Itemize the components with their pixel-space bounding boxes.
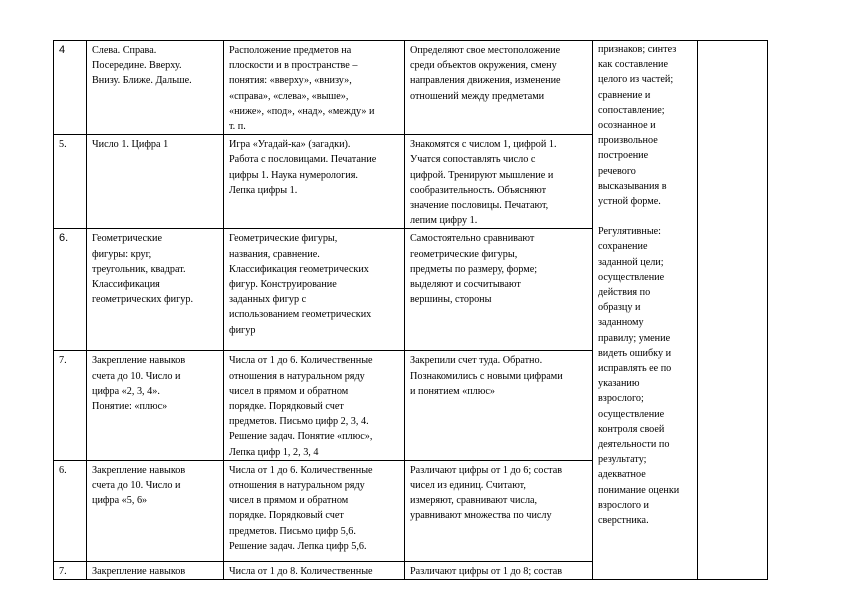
- content-cell: Числа от 1 до 6. Количественные отношения в натуральном ряду чисел в прямом и обратном порядке. Порядковый счет предметов. Письмо цифр 2, 3, 4. Решение задач. Понятие «плюс», Лепка цифр 1, 2, 3, 4: [224, 351, 405, 460]
- topic-cell: Закрепление навыков счета до 10. Число и цифра «2, 3, 4». Понятие: «плюс»: [87, 351, 224, 460]
- topic-cell: Закрепление навыков счета до 10. Число и цифра «5, 6»: [87, 460, 224, 561]
- content-cell: Числа от 1 до 8. Количественные: [224, 561, 405, 579]
- lesson-plan-table: [53, 40, 768, 580]
- activity-cell: Самостоятельно сравнивают геометрические фигуры, предметы по размеру, форме; выделяют и сосчитывают вершины, стороны: [405, 229, 593, 351]
- content-cell: Числа от 1 до 6. Количественные отношения в натуральном ряду чисел в прямом и обратном порядке. Порядковый счет предметов. Письмо цифр 5,6. Решение задач. Лепка цифр 5,6.: [224, 460, 405, 561]
- activity-cell: Знакомятся с числом 1, цифрой 1. Учатся сопоставлять число с цифрой. Тренируют мышление и сообразительность. Объясняют значение пословицы. Печатают, лепим цифру 1.: [405, 135, 593, 229]
- row-number: 5.: [54, 135, 87, 229]
- uud-cognitive-text: признаков; синтез как составление целого из частей; сравнение и сопоставление; осознанное и произвольное построение речевого высказывания в устной форме.: [598, 44, 677, 208]
- uud-cell: [593, 41, 698, 580]
- topic-cell: Закрепление навыков: [87, 561, 224, 579]
- row-number: 4: [54, 41, 87, 135]
- notes-cell: [698, 41, 768, 580]
- activity-cell: Определяют свое местоположение среди объектов окружения, смену направления движения, изменение отношений между предметами: [405, 41, 593, 135]
- content-cell: Расположение предметов на плоскости и в пространстве – понятия: «вверху», «внизу», «справа», «слева», «выше», «ниже», «под», «над», «между» и т. п.: [224, 41, 405, 135]
- uud-regulative-text: Регулятивные: сохранение заданной цели; осуществление действия по образцу и заданному правилу; умение видеть ошибку и исправлять ее по указанию взрослого; осуществление контроля своей деятельности по результату; адекватное понимание оценки взрослого и сверстника.: [598, 226, 680, 527]
- row-number: 6.: [54, 229, 87, 351]
- topic-cell: Число 1. Цифра 1: [87, 135, 224, 229]
- row-number: 6.: [54, 460, 87, 561]
- row-number: 7.: [54, 561, 87, 579]
- activity-cell: Различают цифры от 1 до 8; состав: [405, 561, 593, 579]
- content-cell: Игра «Угадай-ка» (загадки). Работа с пословицами. Печатание цифры 1. Наука нумерология. Лепка цифры 1.: [224, 135, 405, 229]
- content-cell: Геометрические фигуры, названия, сравнение. Классификация геометрических фигур. Конструирование заданных фигур с использованием геометрических фигур: [224, 229, 405, 351]
- table-row: [54, 41, 768, 135]
- topic-cell: Слева. Справа. Посередине. Вверху. Внизу. Ближе. Дальше.: [87, 41, 224, 135]
- activity-cell: Различают цифры от 1 до 6; состав чисел из единиц. Считают, измеряют, сравнивают числа, уравнивают множества по числу: [405, 460, 593, 561]
- row-number: 7.: [54, 351, 87, 460]
- topic-cell: Геометрические фигуры: круг, треугольник, квадрат. Классификация геометрических фигур.: [87, 229, 224, 351]
- activity-cell: Закрепили счет туда. Обратно. Познакомились с новыми цифрами и понятием «плюс»: [405, 351, 593, 460]
